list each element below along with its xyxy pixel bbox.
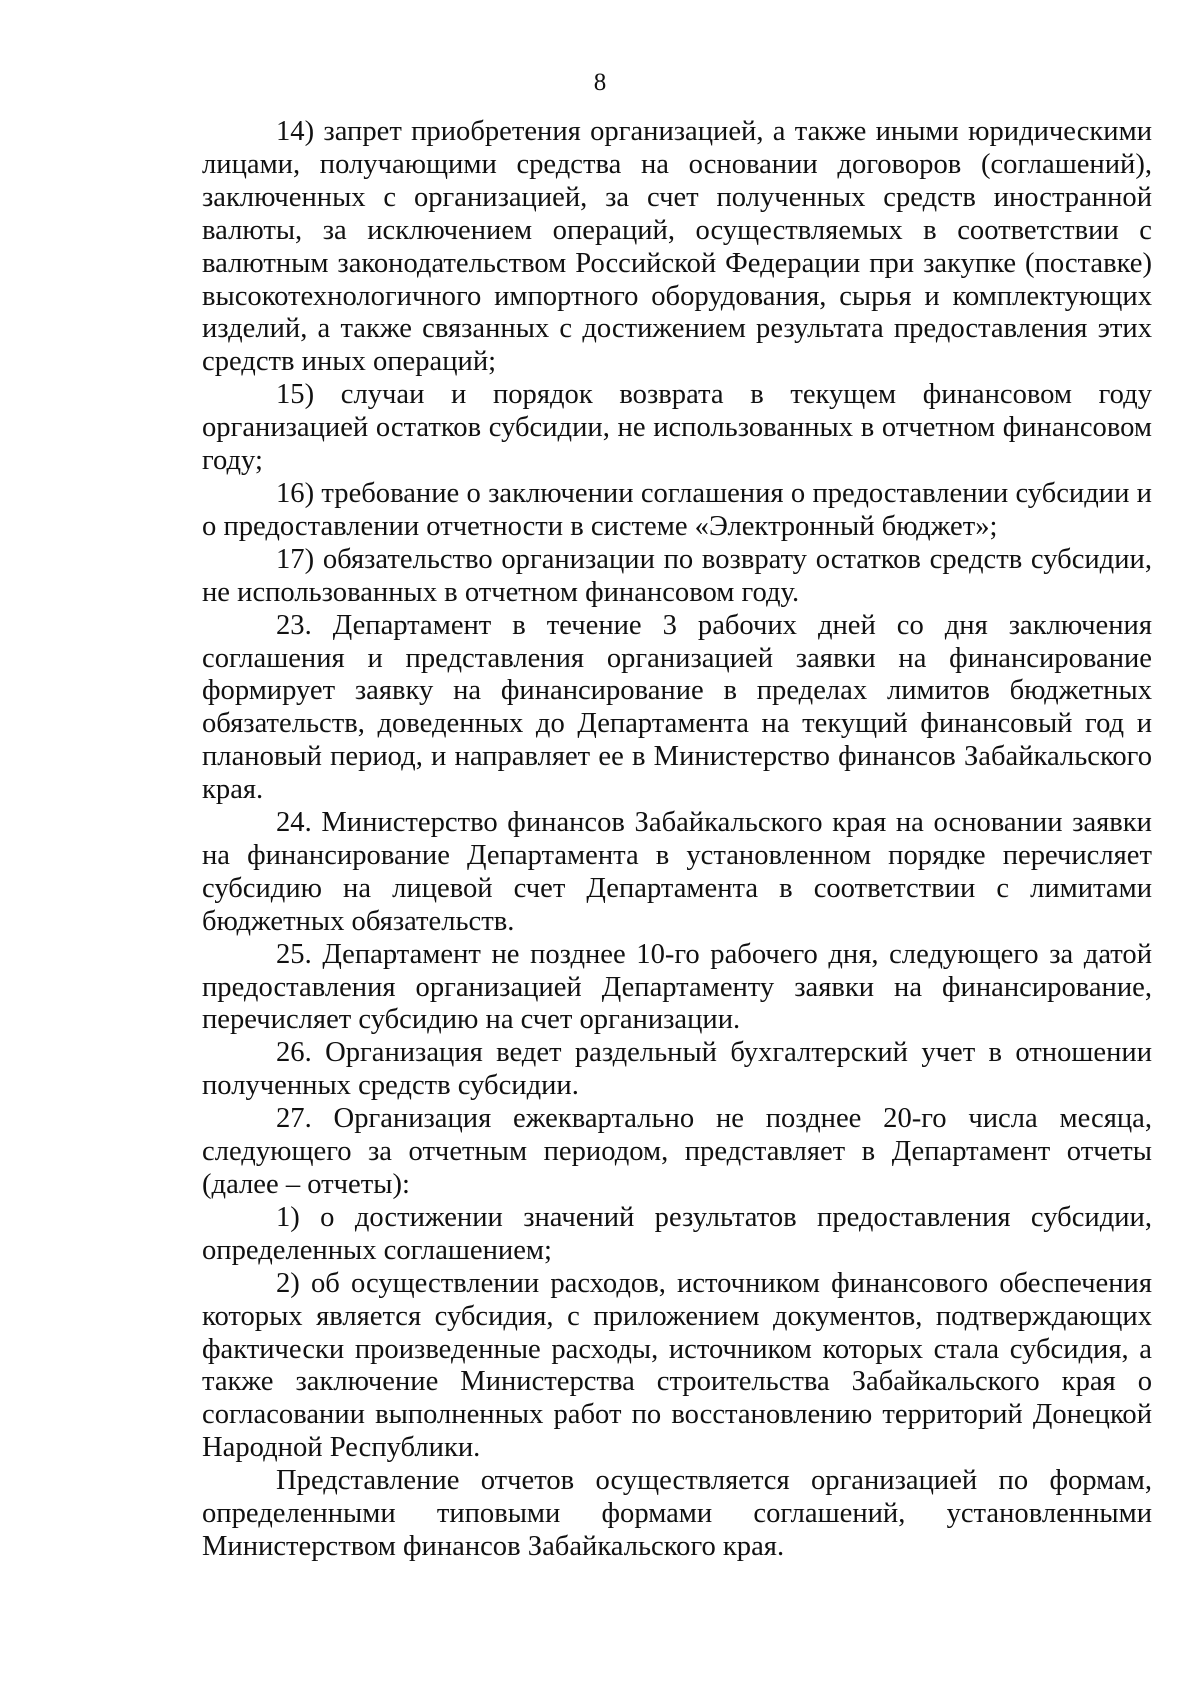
paragraph-item-17: 17) обязательство организации по возврату остатков средств субсидии, не использованных в отчетном финансовом году. (202, 543, 1152, 608)
paragraph-clause-24: 24. Министерство финансов Забайкальского края на основании заявки на финансирование Департамента в установленном порядке перечисляет субсидию на лицевой счет Департамента в соответствии с лимитами бюджетных обязательств. (202, 807, 1152, 937)
paragraph-subitem-2: 2) об осуществлении расходов, источником финансового обеспечения которых является субсидия, с приложением документов, подтверждающих фактически произведенные расходы, источником которых стала субсидия, а также заключение Министерства строительства Забайкальского края о согласовании выполненных работ по восстановлению территорий Донецкой Народной Республики. (202, 1267, 1152, 1464)
paragraph-clause-27: 27. Организация ежеквартально не позднее 20-го числа месяца, следующего за отчетным периодом, представляет в Департамент отчеты (далее – отчеты): (202, 1103, 1152, 1200)
paragraph-clause-25: 25. Департамент не позднее 10-го рабочего дня, следующего за датой предоставления организацией Департаменту заявки на финансирование, перечисляет субсидию на счет организации. (202, 938, 1152, 1036)
paragraph-clause-23: 23. Департамент в течение 3 рабочих дней со дня заключения соглашения и представления организацией заявки на финансирование формирует заявку на финансирование в пределах лимитов бюджетных обязательств, доведенных до Департамента на текущий финансовый год и плановый период, и направляет ее в Министерство финансов Забайкальского края. (202, 609, 1152, 806)
paragraph-item-14: 14) запрет приобретения организацией, а также иными юридическими лицами, получающими средства на основании договоров (соглашений), заключенных с организацией, за счет полученных средств иностранной валюты, за исключением операций, осуществляемых в соответствии с валютным законодательством Российской Федерации при закупке (поставке) высокотехнологичного импортного оборудования, сырья и комплектующих изделий, а также связанных с достижением результата предоставления этих средств иных операций; (202, 116, 1152, 378)
document-body (202, 116, 1152, 1564)
paragraph-item-16: 16) требование о заключении соглашения о предоставлении субсидии и о предоставлении отчетности в системе «Электронный бюджет»; (202, 477, 1152, 542)
paragraph-reports-forms: Представление отчетов осуществляется организацией по формам, определенными типовыми формами соглашений, установленными Министерством финансов Забайкальского края. (202, 1465, 1152, 1562)
paragraph-subitem-1: 1) о достижении значений результатов предоставления субсидии, определенных соглашением; (202, 1201, 1152, 1266)
paragraph-item-15: 15) случаи и порядок возврата в текущем финансовом году организацией остатков субсидии, не использованных в отчетном финансовом году; (202, 379, 1152, 477)
page-number: 8 (593, 69, 607, 96)
paragraph-clause-26: 26. Организация ведет раздельный бухгалтерский учет в отношении полученных средств субсидии. (202, 1037, 1152, 1102)
